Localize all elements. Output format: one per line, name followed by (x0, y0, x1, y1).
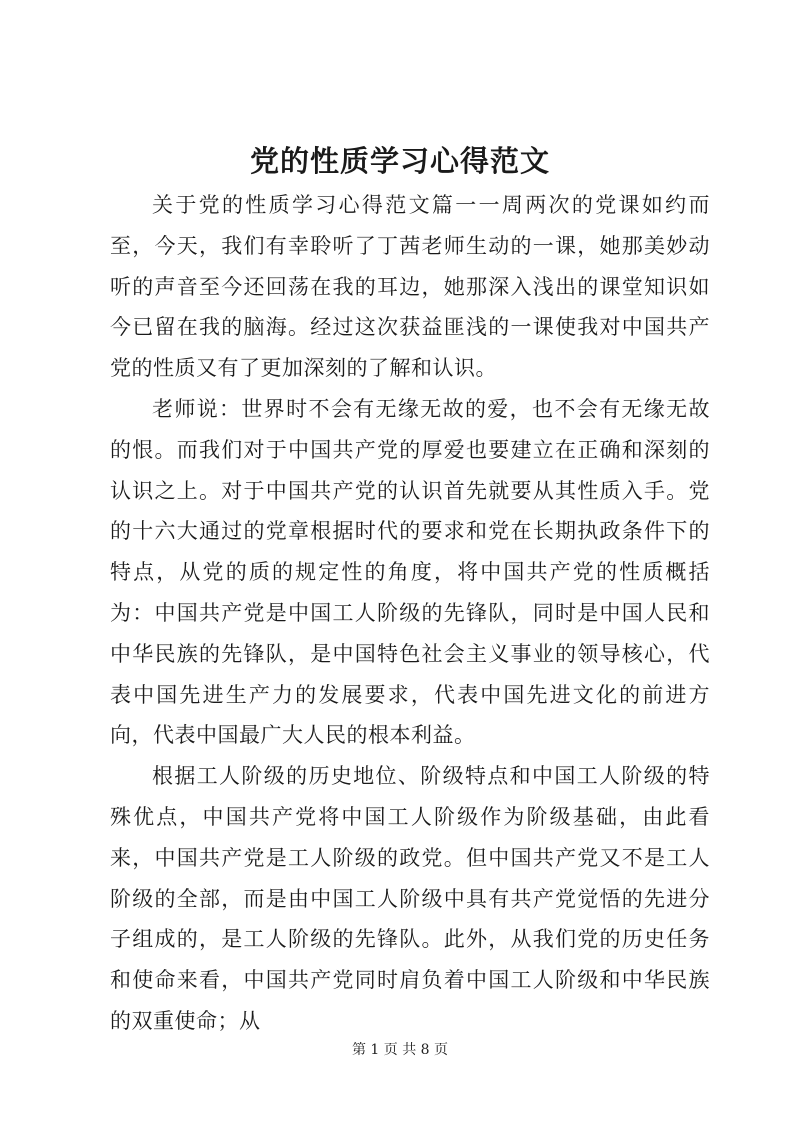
page-footer: 第 1 页 共 8 页 (351, 1042, 449, 1058)
document-body (110, 185, 710, 1042)
document-title: 党的性质学习心得范文 (249, 144, 550, 178)
paragraph-2: 老师说：世界时不会有无缘无故的爱，也不会有无缘无故的恨。而我们对于中国共产党的厚爱也要建立在正确和深刻的认识之上。对于中国共产党的认识首先就要从其性质入手。党的十六大通过的党章根据时代的要求和党在长期执政条件下的特点，从党的质的规定性的角度，将中国共产党的性质概括为：中国共产党是中国工人阶级的先锋队，同时是中国人民和中华民族的先锋队，是中国特色社会主义事业的领导核心，代表中国先进生产力的发展要求，代表中国先进文化的前进方向，代表中国最广大人民的根本利益。 (110, 396, 710, 748)
paragraph-3: 根据工人阶级的历史地位、阶级特点和中国工人阶级的特殊优点，中国共产党将中国工人阶级作为阶级基础，由此看来，中国共产党是工人阶级的政党。但中国共产党又不是工人阶级的全部，而是由中国工人阶级中具有共产党觉悟的先进分子组成的，是工人阶级的先锋队。此外，从我们党的历史任务和使命来看，中国共产党同时肩负着中国工人阶级和中华民族的双重使命；从 (110, 764, 710, 1033)
paragraph-1: 关于党的性质学习心得范文篇一一周两次的党课如约而至，今天，我们有幸聆听了丁茜老师生动的一课，她那美妙动听的声音至今还回荡在我的耳边，她那深入浅出的课堂知识如今已留在我的脑海。经过这次获益匪浅的一课使我对中国共产党的性质又有了更加深刻的了解和认识。 (110, 193, 710, 381)
